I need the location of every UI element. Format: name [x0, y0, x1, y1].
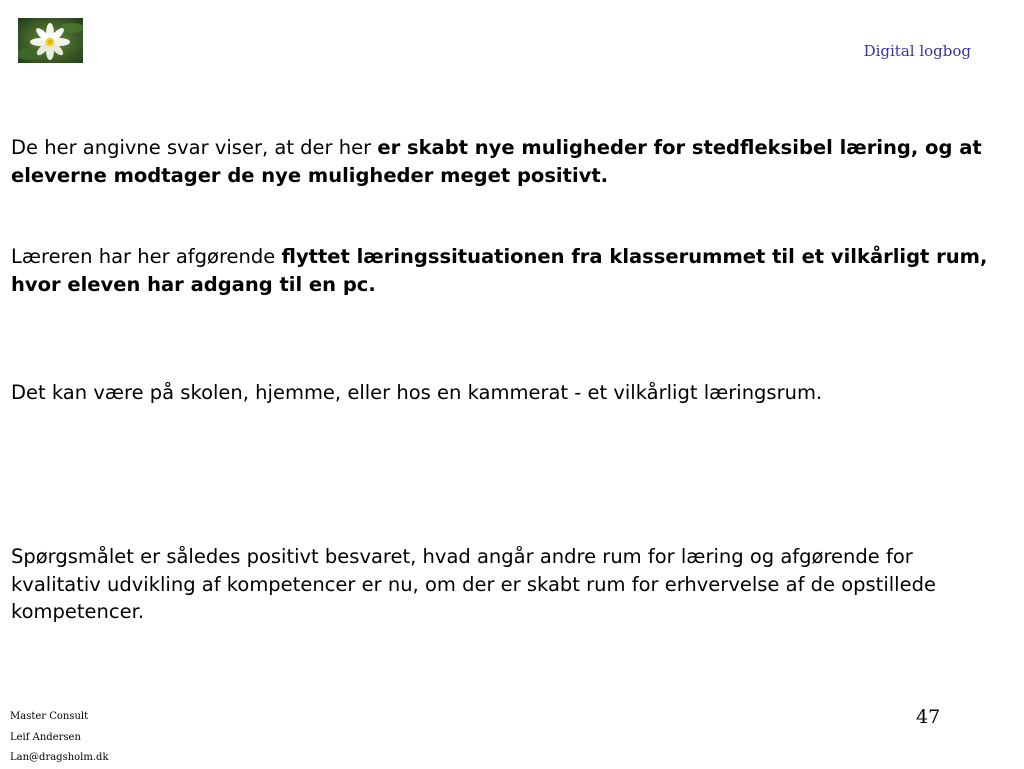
paragraph-2-bold: flyttet læringssituationen fra klasserummet til et vilkårligt rum, hvor eleven har adgang til en pc.	[11, 245, 988, 296]
header-title: Digital logbog	[863, 42, 971, 60]
paragraph-1-bold: er skabt nye muligheder for stedfleksibel læring, og at eleverne modtager de nye muligheder meget positivt.	[11, 136, 982, 187]
paragraph-1-normal: De her angivne svar viser, at der her	[11, 136, 378, 159]
page-number: 47	[916, 706, 941, 728]
paragraph-1	[11, 134, 1001, 189]
footer-email: Lan@dragsholm.dk	[10, 752, 109, 763]
footer-company: Master Consult	[10, 711, 89, 722]
paragraph-3: Det kan være på skolen, hjemme, eller hos en kammerat - et vilkårligt læringsrum.	[11, 381, 823, 404]
paragraph-2-normal: Læreren har her afgørende	[11, 245, 282, 268]
footer-author: Leif Andersen	[10, 731, 81, 743]
footer	[10, 707, 109, 769]
paragraph-2	[11, 243, 1001, 298]
paragraph-4: Spørgsmålet er således positivt besvaret, hvad angår andre rum for læring og afgørende for kvalitativ udvikling af kompetencer er nu, om der er skabt rum for erhvervelse af de opstillede kompetencer.	[11, 545, 936, 623]
water-lily-icon	[18, 18, 83, 63]
